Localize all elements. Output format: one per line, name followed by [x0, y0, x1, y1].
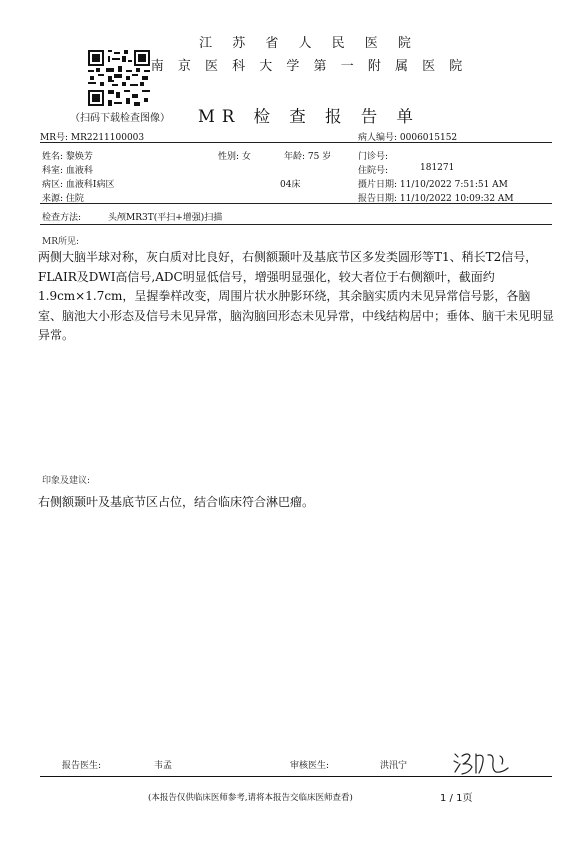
handwritten-signature [452, 748, 514, 778]
review-doctor-name: 洪汛宁 [380, 761, 408, 771]
inpatient-number-value: 181271 [420, 163, 455, 173]
exam-method-label: 检查方法: [42, 213, 82, 223]
divider-exam [40, 224, 552, 225]
report-doctor-label: 报告医生: [62, 761, 102, 771]
capture-date: 摄片日期: 11/10/2022 7:51:51 AM [358, 180, 508, 190]
ward: 病区: 血液科I病区 [42, 180, 115, 190]
department: 科室: 血液科 [42, 166, 93, 176]
mr-number: MR号: MR2211100003 [40, 133, 145, 143]
divider-info [40, 203, 552, 204]
findings-label: MR所见: [42, 237, 80, 247]
divider-top [40, 142, 552, 143]
bed-number: 04床 [280, 180, 301, 190]
inpatient-number-label: 住院号: [358, 166, 389, 176]
report-doctor-name: 韦孟 [154, 761, 173, 771]
disclaimer: (本报告仅供临床医师参考,请将本报告交临床医师查看) [148, 793, 353, 803]
report-title: MR 检 查 报 告 单 [197, 107, 421, 126]
hospital-affiliation: 南 京 医 科 大 学 第 一 附 属 医 院 [150, 59, 468, 74]
impression-label: 印象及建议: [42, 476, 91, 486]
divider-footer [40, 776, 552, 777]
report-date: 报告日期: 11/10/2022 10:09:32 AM [358, 194, 514, 204]
impression-text: 右侧额颞叶及基底节区占位，结合临床符合淋巴瘤。 [38, 495, 315, 509]
exam-method-value: 头颅MR3T(平扫+增强)扫描 [108, 213, 223, 223]
findings-text: 两侧大脑半球对称，灰白质对比良好，右侧额颞叶及基底节区多发类圆形等T1、稍长T2信号，FLAIR及DWI高信号,ADC明显低信号，增强明显强化，较大者位于右侧额叶，截面约1.9cm×1.7cm，呈握拳样改变，周围片状水肿影环绕，其余脑实质内未见异常信号影，各脑室、脑池大小形态及信号未见异常，脑沟脑回形态未见异常，中线结构居中；垂体、脑干未见明显异常。 [38, 250, 555, 343]
outpatient-number: 门诊号: [358, 152, 389, 162]
page-number: 1 / 1页 [440, 793, 473, 804]
patient-age: 年龄: 75 岁 [284, 152, 332, 162]
patient-number: 病人编号: 0006015152 [358, 133, 458, 143]
patient-gender: 性别: 女 [218, 152, 251, 162]
patient-source: 来源: 住院 [42, 194, 84, 204]
hospital-name: 江 苏 省 人 民 医 院 [199, 36, 419, 51]
review-doctor-label: 审核医生: [290, 761, 330, 771]
patient-name: 姓名: 黎焕芳 [42, 152, 93, 162]
qr-caption: （扫码下载检查图像） [70, 113, 170, 124]
